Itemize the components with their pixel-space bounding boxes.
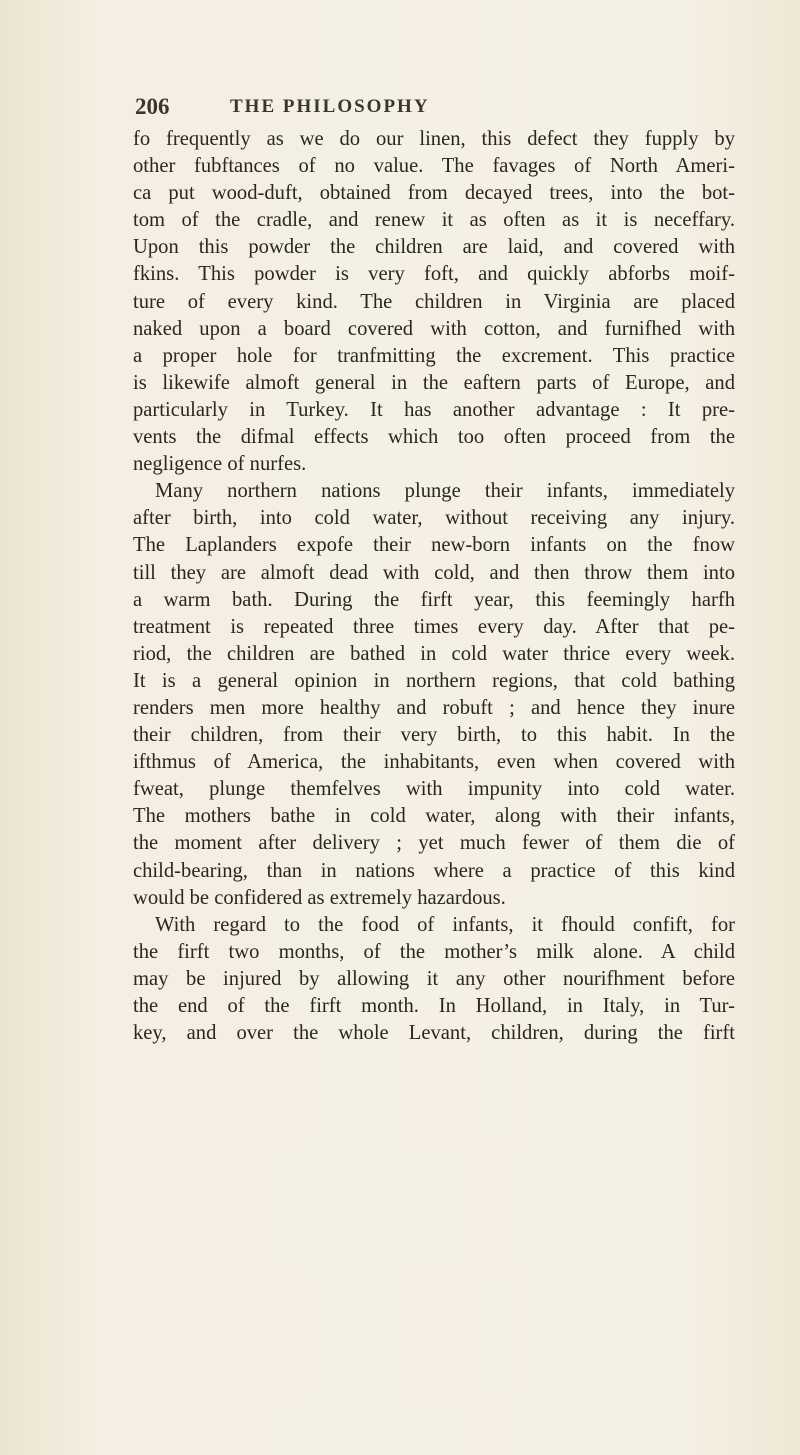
text-line: till they are almoft dead with cold, and then throw them into <box>133 561 735 584</box>
text-line: With regard to the food of infants, it fhould confift, for <box>155 913 735 936</box>
text-line: their children, from their very birth, to this habit. In the <box>133 724 735 747</box>
text-line: ca put wood-duft, obtained from decayed trees, into the bot- <box>133 182 735 205</box>
text-line: fweat, plunge themfelves with impunity into cold water. <box>133 778 735 801</box>
text-line: is likewife almoft general in the eaftern parts of Europe, and <box>133 371 735 394</box>
text-line: The mothers bathe in cold water, along with their infants, <box>133 805 735 828</box>
text-line: negligence of nurfes. <box>133 453 307 476</box>
text-line: fo frequently as we do our linen, this defect they fupply by <box>133 128 735 150</box>
page-number: 206 <box>135 94 170 119</box>
text-line: ifthmus of America, the inhabitants, even when covered with <box>133 751 735 774</box>
text-line: after birth, into cold water, without receiving any injury. <box>133 507 735 530</box>
text-line: key, and over the whole Levant, children, during the firft <box>133 1022 735 1045</box>
text-line: particularly in Turkey. It has another advantage : It pre- <box>133 398 735 421</box>
text-line: the end of the firft month. In Holland, in Italy, in Tur- <box>133 995 735 1017</box>
page-header <box>135 94 735 120</box>
text-line: naked upon a board covered with cotton, and furnifhed with <box>133 317 735 340</box>
body-text <box>133 126 735 1047</box>
text-line: treatment is repeated three times every day. After that pe- <box>133 615 735 638</box>
text-line: The Laplanders expofe their new-born infants on the fnow <box>133 534 735 557</box>
text-line: ture of every kind. The children in Virginia are placed <box>133 290 735 313</box>
text-line: renders men more healthy and robuft ; and hence they inure <box>133 696 735 719</box>
text-line: Upon this powder the children are laid, and covered with <box>133 236 735 259</box>
running-head: THE PHILOSOPHY <box>230 96 430 117</box>
text-line: vents the difmal effects which too often proceed from the <box>133 426 735 449</box>
text-line: It is a general opinion in northern regions, that cold bathing <box>133 669 735 692</box>
paragraph <box>133 912 735 1047</box>
text-line: riod, the children are bathed in cold water thrice every week. <box>133 642 735 665</box>
paragraph <box>133 126 735 478</box>
text-line: the firft two months, of the mother’s milk alone. A child <box>133 940 735 963</box>
text-line: tom of the cradle, and renew it as often as it is neceffary. <box>133 209 735 232</box>
text-line: other fubftances of no value. The favages of North Ameri- <box>133 155 735 178</box>
text-line: Many northern nations plunge their infants, immediately <box>155 480 735 503</box>
text-line: fkins. This powder is very foft, and quickly abforbs moif- <box>133 263 735 286</box>
text-line: child-bearing, than in nations where a practice of this kind <box>133 859 735 882</box>
text-line: a warm bath. During the firft year, this feemingly harfh <box>133 588 735 611</box>
text-line: a proper hole for tranfmitting the excrement. This practice <box>133 344 735 367</box>
text-line: would be confidered as extremely hazardous. <box>133 886 506 909</box>
text-line: the moment after delivery ; yet much fewer of them die of <box>133 832 735 855</box>
paragraph <box>133 478 735 912</box>
text-line: may be injured by allowing it any other nourifhment before <box>133 967 735 990</box>
